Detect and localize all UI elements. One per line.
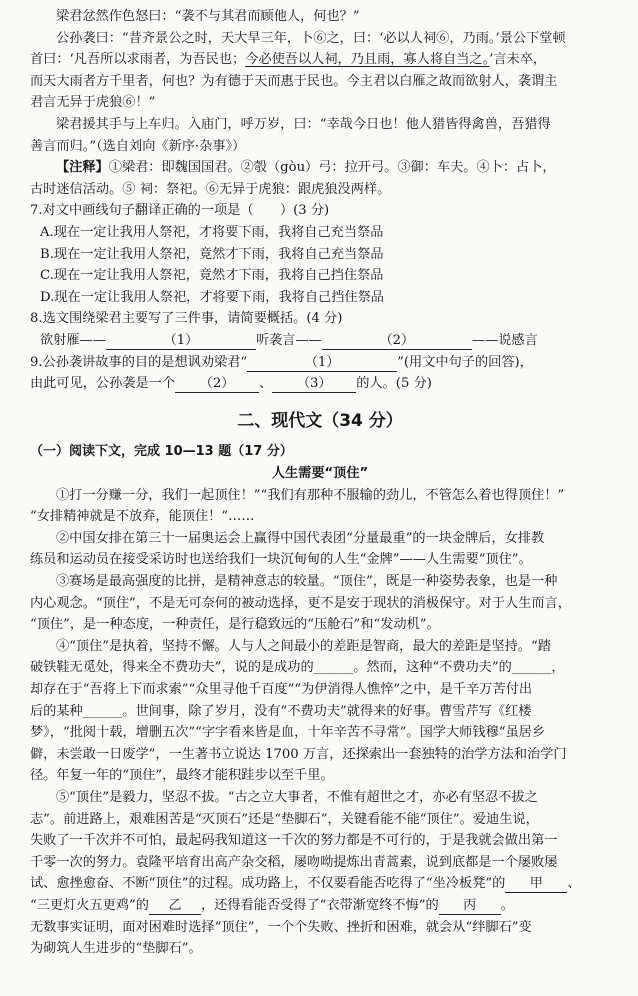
- question-8-stem: 8.选文围绕梁君主要写了三件事，请简要概括。(4 分): [30, 311, 343, 327]
- passage-text: ’言未卒，: [489, 52, 547, 68]
- question-7-option-a: A.现在一定让我用人祭祀，才将要下雨，我将自己充当祭品: [40, 224, 384, 240]
- question-9-text: 的人。(5 分): [356, 376, 432, 392]
- essay-line: “女排精神就是不放弃，能顶住！”……: [30, 509, 255, 525]
- question-8-answer-line: [30, 330, 610, 352]
- passage-text: 首曰：‘凡吾所以求雨者，为吾民也；: [30, 52, 246, 68]
- question-9-text: 、: [259, 376, 273, 392]
- annotation-label: 【注释】: [56, 160, 109, 176]
- question-7-option-b: B.现在一定让我用人祭祀，竟然才下雨，我将自己充当祭品: [40, 246, 384, 262]
- essay-line: 后的某种______。世间事，除了岁月，没有“不费功夫”就得来的好事。曹雪芹写《红楼: [30, 703, 532, 719]
- passage-line: 梁君忿然作色怒曰：“袭不与其君而顾他人，何也？”: [56, 9, 360, 24]
- essay-text: 试、愈挫愈奋、不断“顶住”的过程。成功路上，不仅要看能否吃得了“坐冷板凳”的: [30, 876, 506, 892]
- answer-blank-1: （1）: [106, 333, 256, 350]
- essay-line: 练员和运动员在接受采访时也送给我们一块沉甸甸的人生“金牌”——人生需要“顶住”。: [30, 552, 532, 568]
- question-7-stem: 7.对文中画线句子翻译正确的一项是（ ）(3 分): [30, 203, 330, 219]
- essay-line-with-blank: [30, 873, 610, 895]
- annotation-line: [30, 157, 610, 179]
- passage-line: 公孙袭曰：“昔齐景公之时，天大旱三年，卜⑥之，曰：‘必以人祠⑥，乃雨。’景公下堂顿: [56, 30, 566, 46]
- section-title: 二、现代文（34 分）: [237, 410, 403, 431]
- passage-line: 善言而归。”（选自刘向《新序·杂事》）: [30, 138, 246, 154]
- essay-text: 、: [567, 876, 581, 892]
- passage-line: 梁君援其手与上车归。入庙门，呼万岁，曰：“幸哉今日也！他人猎皆得禽兽，吾猎得: [56, 116, 551, 132]
- essay-line: 破铁鞋无觅处，得来全不费功夫”，说的是成功的______。然而，这种“不费功夫”的______，: [30, 660, 565, 676]
- essay-line-with-blanks: [30, 895, 610, 917]
- essay-line: 却存在于“吾将上下而求索”“众里寻他千百度”“为伊消得人憔悴”之中，是千辛万苦付出: [30, 682, 533, 698]
- question-7-option-d: D.现在一定让我用人祭祀，才将要下雨，我将自己挡住祭品: [40, 289, 384, 305]
- question-9-text: 由此可见，公孙袭是一个: [30, 376, 176, 392]
- essay-line: ②中国女排在第三十一届奥运会上赢得中国代表团“分量最重”的一块金牌后，女排教: [56, 530, 545, 546]
- question-9-line-1: [30, 352, 610, 374]
- question-9-text: 9.公孙袭讲故事的目的是想讽劝梁君“: [30, 354, 248, 370]
- event-1-label: 欲射雁——: [40, 332, 106, 348]
- passage-line-with-underline: [30, 49, 610, 71]
- essay-line: 梦》，“批阅十载，增删五次”“字字看来皆是血，十年辛苦不寻常”。国学大师钱穆“虽居乡: [30, 725, 546, 741]
- underlined-sentence: 今必使吾以人祠，乃且雨，寡人将自当之。: [245, 52, 490, 68]
- essay-text: 。: [500, 897, 514, 913]
- essay-text: “三更灯火五更鸡”的: [30, 897, 149, 913]
- essay-line: 僻，未尝敢一日废学”，一生著书立说达 1700 万言，还探索出一套独特的治学方法和治学门: [30, 746, 567, 762]
- annotation-text: ①梁君：即魏国国君。②彀（gòu）弓：拉开弓。③御：车夫。④卜：占卜，: [108, 160, 556, 176]
- essay-line: ④“顶住”是执着，坚持不懈。人与人之间最小的差距是智商，最大的差距是坚持。“踏: [56, 638, 551, 654]
- essay-line: 内心观念。“顶住”，不是无可奈何的被动选择，更不是安于现状的消极保守。对于人生而言，: [30, 595, 571, 611]
- answer-blank-jia: 甲: [505, 876, 567, 893]
- essay-text: ，还得看能否受得了“衣带渐宽终不悔”的: [200, 897, 439, 913]
- annotation-line: 古时迷信活动。⑤ 祠：祭祀。⑥无异于虎狼：跟虎狼没两样。: [30, 181, 391, 197]
- answer-blank-bing: 丙: [439, 898, 501, 915]
- essay-line: 志”。前进路上，艰难困苦是“灭顶石”还是“垫脚石”，关键看能不能“顶住”。爱迪生说，: [30, 811, 539, 827]
- event-2-label: 听袭言——: [255, 332, 322, 348]
- answer-blank-2: （2）: [322, 333, 472, 350]
- event-3-label: ——说感言: [471, 332, 538, 348]
- reading-instructions: （一）阅读下文，完成 10—13 题（17 分）: [30, 443, 293, 459]
- essay-line: 失败了一千次并不可怕，最起码我知道这一千次的努力都是不可行的，于是我就会做出第一: [30, 833, 558, 849]
- question-9-text: ”(用文中句子的回答)，: [397, 354, 533, 370]
- essay-line: 千零一次的努力。袁隆平培育出高产杂交稻，屡吻呦提炼出青蒿素，说到底都是一个屡败屡: [30, 854, 558, 870]
- passage-line: 而天大雨者方千里者，何也？为有德于天而惠于民也。今主君以白雁之故而欲射人，袭谓主: [30, 73, 558, 89]
- essay-line: 为砌筑人生进步的“垫脚石”。: [30, 941, 202, 957]
- answer-blank-yi: 乙: [149, 898, 201, 915]
- essay-line: ③赛场是最高强度的比拼，是精神意志的较量。“顶住”，既是一种姿势表象，也是一种: [56, 574, 558, 590]
- answer-blank-3: （3）: [272, 376, 356, 393]
- question-7-option-c: C.现在一定让我用人祭祀，竟然才下雨，我将自己挡住祭品: [40, 268, 384, 284]
- question-9-line-2: [30, 373, 610, 395]
- essay-line: ①打一分赚一分，我们一起顶住！”“我们有那种不服输的劲儿，不管怎么着也得顶住！”: [56, 487, 565, 503]
- essay-line: “顶住”，是一种态度，一种责任，是行稳致远的“压舱石”和“发动机”。: [30, 617, 440, 633]
- answer-blank-1: （1）: [247, 355, 397, 372]
- passage-line: 君言无异于虎狼⑥！”: [30, 95, 156, 111]
- answer-blank-2: （2）: [175, 376, 259, 393]
- essay-title: 人生需要“顶住”: [271, 465, 369, 481]
- essay-line: 径。年复一年的“顶住”，最终才能积跬步以至千里。: [30, 768, 334, 784]
- essay-line: ⑤“顶住”是毅力，坚忍不拔。“古之立大事者，不惟有超世之才，亦必有坚忍不拔之: [56, 790, 538, 805]
- essay-line: 无数事实证明，面对困难时选择“顶住”，一个个失败、挫折和困难，就会从“绊脚石”变: [30, 919, 532, 935]
